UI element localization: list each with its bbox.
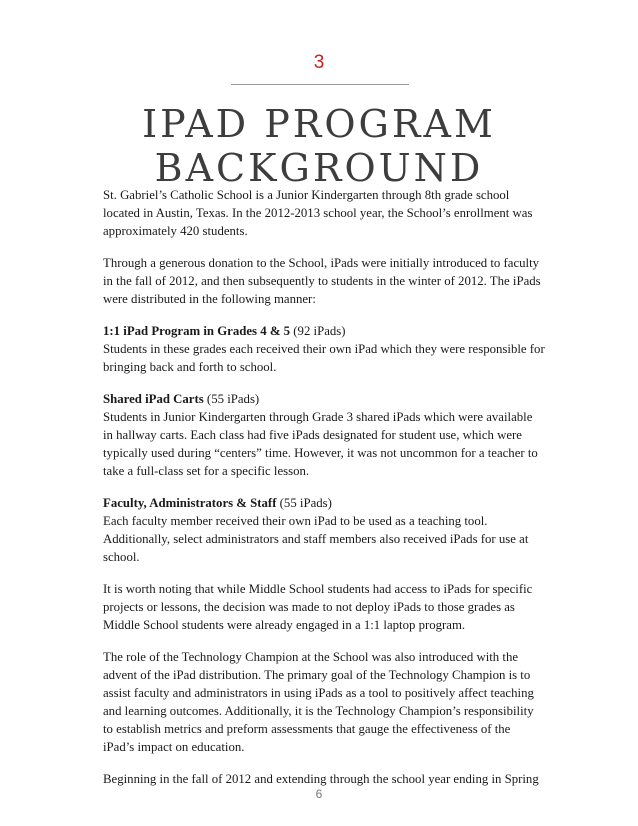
text-line: Each faculty member received their own iPad to be used as a teaching tool.	[103, 514, 488, 528]
text-line: Students in Junior Kindergarten through Grade 3 shared iPads which were available	[103, 410, 533, 424]
text-line: typically used during “centers” time. However, it was not uncommon for a teacher to	[103, 446, 538, 460]
section-faculty-staff	[103, 494, 553, 566]
paragraph-technology-champion	[103, 648, 553, 756]
text-line: to establish metrics and preform assessments that gauge the effectiveness of the	[103, 722, 511, 736]
text-line: in hallway carts. Each class had five iPads designated for student use, which were	[103, 428, 522, 442]
section-heading: Shared iPad Carts	[103, 392, 204, 406]
paragraph-donation	[103, 254, 553, 308]
chapter-number: 3	[313, 52, 325, 73]
section-count: (55 iPads)	[276, 496, 332, 510]
text-line: advent of the iPad distribution. The primary goal of the Technology Champion is to	[103, 668, 531, 682]
text-line: Through a generous donation to the School, iPads were initially introduced to faculty	[103, 256, 540, 270]
text-line: in the fall of 2012, and then subsequently to students in the winter of 2012. The iPads	[103, 274, 541, 288]
paragraph-intro	[103, 186, 553, 240]
page-title-line-2: BACKGROUND	[154, 146, 484, 190]
text-line: and learning outcomes. Additionally, it is the Technology Champion’s responsibility	[103, 704, 534, 718]
text-line: Middle School students were already engaged in a 1:1 laptop program.	[103, 618, 466, 632]
section-count: (92 iPads)	[290, 324, 346, 338]
text-line: Students in these grades each received their own iPad which they were responsible for	[103, 342, 545, 356]
paragraph-middle-school	[103, 580, 553, 634]
text-line: Additionally, select administrators and staff members also received iPads for use at	[103, 532, 529, 546]
text-line: located in Austin, Texas. In the 2012-2013 school year, the School’s enrollment was	[103, 206, 533, 220]
text-line: were distributed in the following manner:	[103, 292, 316, 306]
text-line: It is worth noting that while Middle School students had access to iPads for specific	[103, 582, 533, 596]
text-line: St. Gabriel’s Catholic School is a Junior Kindergarten through 8th grade school	[103, 188, 510, 202]
page-title	[0, 102, 638, 190]
text-line: iPad’s impact on education.	[103, 740, 245, 754]
page-number: 6	[315, 787, 323, 801]
text-line: take a full-class set for a specific lesson.	[103, 464, 310, 478]
section-shared-carts	[103, 390, 553, 480]
chapter-divider	[231, 84, 409, 85]
text-line: assist faculty and administrators in using iPads as a tool to positively affect teaching	[103, 686, 534, 700]
text-line: bringing back and forth to school.	[103, 360, 277, 374]
section-heading: 1:1 iPad Program in Grades 4 & 5	[103, 324, 291, 338]
section-one-to-one-program	[103, 322, 553, 376]
text-line: school.	[103, 550, 140, 564]
page-title-line-1: IPAD PROGRAM	[142, 102, 496, 146]
text-line: Beginning in the fall of 2012 and extending through the school year ending in Spring	[103, 772, 539, 786]
section-count: (55 iPads)	[203, 392, 260, 406]
section-heading: Faculty, Administrators & Staff	[103, 496, 277, 510]
text-line: approximately 420 students.	[103, 224, 248, 238]
text-line: The role of the Technology Champion at the School was also introduced with the	[103, 650, 519, 664]
paragraph-beginning	[103, 770, 553, 788]
body-content	[103, 186, 553, 802]
text-line: projects or lessons, the decision was made to not deploy iPads to those grades as	[103, 600, 515, 614]
